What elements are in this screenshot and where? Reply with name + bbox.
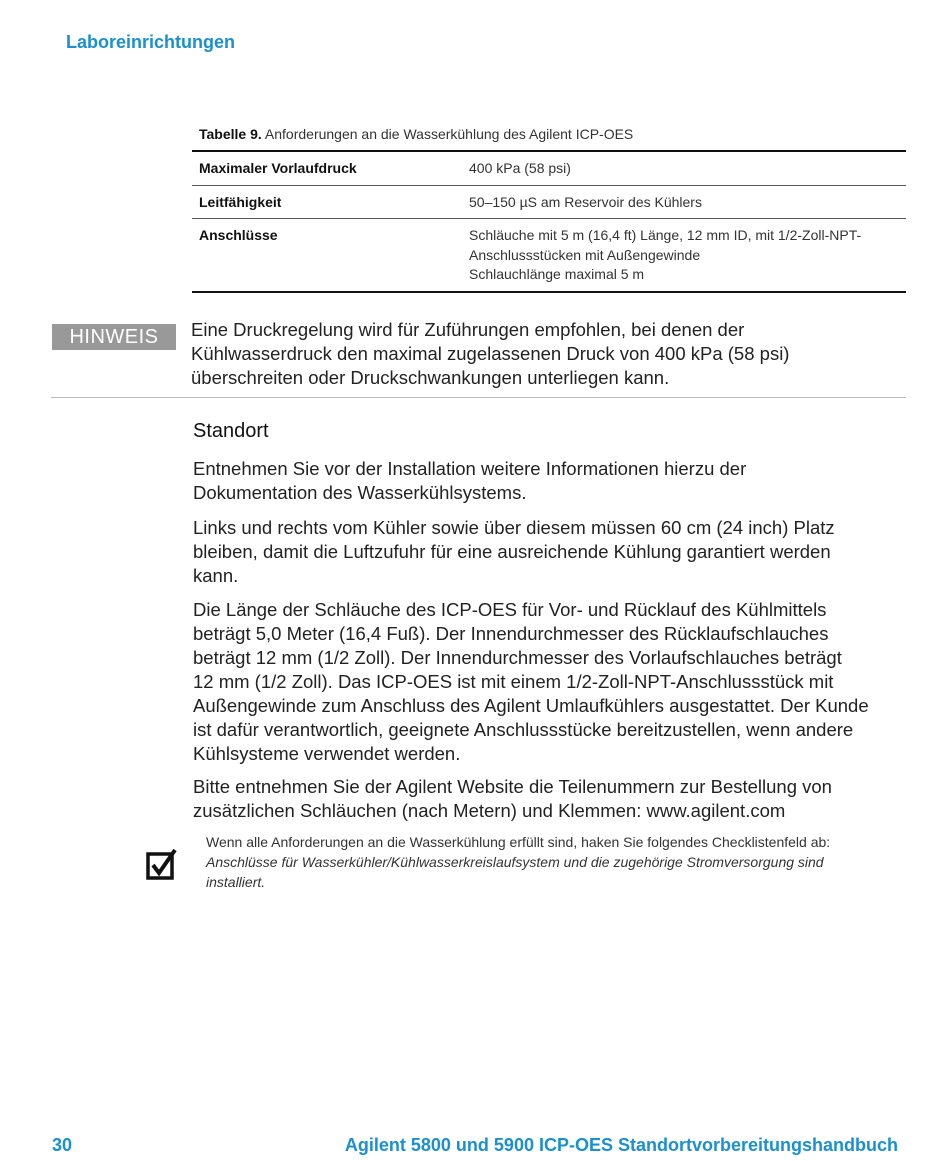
paragraph-line: Kühlsysteme verwendet werden. — [193, 743, 461, 764]
table-row — [192, 185, 906, 219]
paragraph-line: kann. — [193, 565, 239, 586]
paragraph-line: zusätzlichen Schläuchen (nach Metern) und Klemmen: www.agilent.com — [193, 800, 786, 821]
table-cell-line: Schläuche mit 5 m (16,4 ft) Länge, 12 mm ID, mit 1/2-Zoll-NPT- — [469, 227, 862, 243]
requirements-table — [192, 150, 906, 293]
table-row-value — [462, 151, 906, 185]
table-row-key: Anschlüsse — [199, 227, 278, 243]
section-header: Laboreinrichtungen — [66, 32, 236, 52]
paragraph-line: Bitte entnehmen Sie der Agilent Website die Teilenummern zur Bestellung von — [193, 776, 832, 797]
section-heading: Standort — [193, 420, 269, 442]
table-cell-line: 50–150 µS am Reservoir des Kühlers — [469, 193, 702, 210]
table-row-value — [462, 219, 906, 292]
table-cell-line: Schlauchlänge maximal 5 m — [469, 266, 645, 282]
note-line: überschreiten oder Druckschwankungen unterliegen kann. — [191, 367, 670, 388]
paragraph-line: beträgt 12 mm (1/2 Zoll). Der Innendurchmesser des Vorlaufschlauches beträgt — [193, 647, 842, 668]
checklist-item-line: Anschlüsse für Wasserkühler/Kühlwasserkreislaufsystem und die zugehörige Stromversorgung sind — [206, 854, 824, 870]
page-number: 30 — [52, 1135, 73, 1155]
paragraph — [193, 516, 905, 588]
paragraph — [193, 775, 905, 823]
note-text — [191, 318, 891, 390]
table-caption-text: Anforderungen an die Wasserkühlung des Agilent ICP-OES — [264, 126, 634, 142]
paragraph-line: beträgt 5,0 Meter (16,4 Fuß). Der Innendurchmesser des Rücklaufschlauches — [193, 623, 829, 644]
paragraph-line: Außengewinde zum Anschluss des Agilent Umlaufkühlers ausgestattet. Der Kunde — [193, 695, 869, 716]
checklist-intro: Wenn alle Anforderungen an die Wasserkühlung erfüllt sind, haken Sie folgendes Checklistenfeld ab: — [206, 834, 831, 850]
paragraph-line: 12 mm (1/2 Zoll). Das ICP-OES ist mit einem 1/2-Zoll-NPT-Anschlussstück mit — [193, 671, 834, 692]
checked-box-icon — [146, 848, 178, 880]
table-row — [192, 219, 906, 292]
table-caption-label: Tabelle 9. — [199, 126, 262, 142]
table-cell-line: Anschlussstücken mit Außengewinde — [469, 246, 701, 263]
table-row-key: Leitfähigkeit — [199, 193, 282, 210]
paragraph-line: Dokumentation des Wasserkühlsystems. — [193, 482, 527, 503]
table-row — [192, 151, 906, 185]
checklist-item-line: installiert. — [206, 874, 266, 890]
paragraph-line: ist dafür verantwortlich, geeignete Anschlussstücke bereitzustellen, wenn andere — [193, 719, 854, 740]
paragraph-line: bleiben, damit die Luftzufuhr für eine ausreichende Kühlung garantiert werden — [193, 541, 831, 562]
table-row-value — [462, 185, 906, 219]
paragraph-line: Die Länge der Schläuche des ICP-OES für Vor- und Rücklauf des Kühlmittels — [193, 599, 827, 620]
note-line: Kühlwasserdruck den maximal zugelassenen Druck von 400 kPa (58 psi) — [191, 343, 790, 364]
checklist-text — [206, 832, 906, 892]
divider — [51, 397, 906, 398]
note-badge: HINWEIS — [52, 324, 176, 350]
paragraph-line: Links und rechts vom Kühler sowie über diesem müssen 60 cm (24 inch) Platz — [193, 517, 835, 538]
paragraph — [193, 457, 905, 505]
note-line: Eine Druckregelung wird für Zuführungen empfohlen, bei denen der — [191, 319, 745, 340]
document-title: Agilent 5800 und 5900 ICP-OES Standortvorbereitungshandbuch — [344, 1135, 898, 1155]
table-row-key: Maximaler Vorlaufdruck — [199, 160, 357, 176]
paragraph — [193, 598, 905, 766]
table-caption — [199, 126, 633, 142]
table-cell-line: 400 kPa (58 psi) — [469, 160, 571, 176]
paragraph-line: Entnehmen Sie vor der Installation weitere Informationen hierzu der — [193, 458, 747, 479]
